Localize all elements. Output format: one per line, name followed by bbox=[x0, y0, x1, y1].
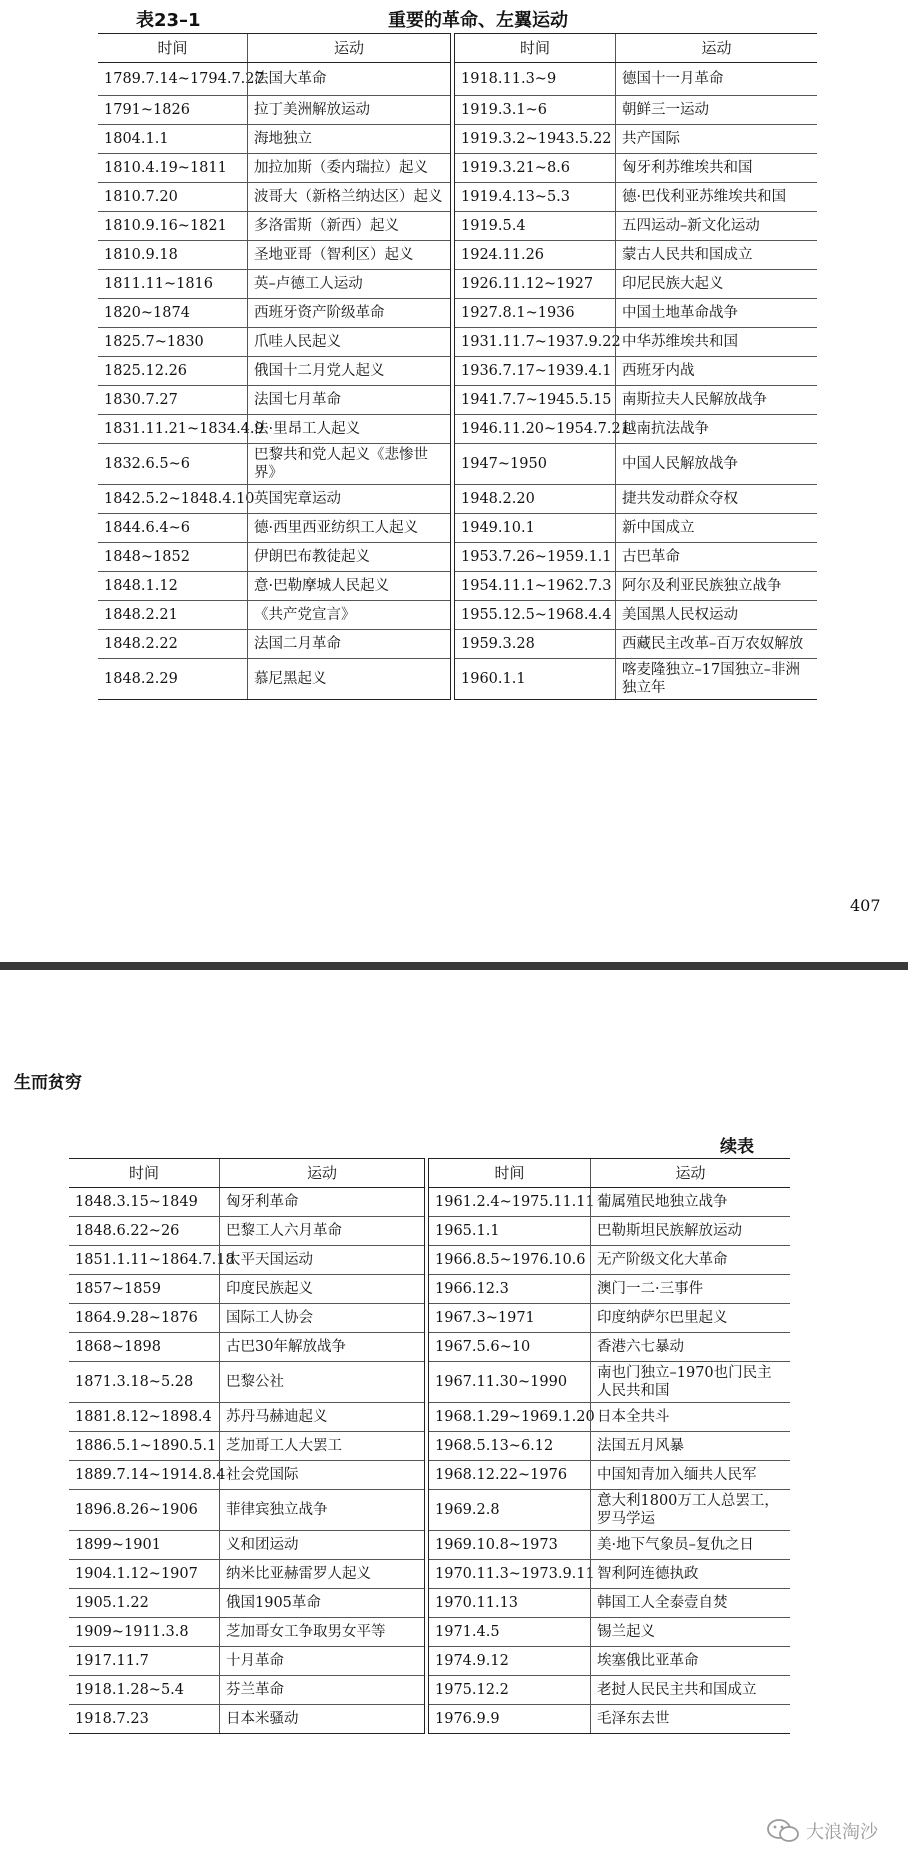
cell-movement: 德·西里西亚纺织工人起义 bbox=[247, 514, 450, 542]
cell-time: 1919.3.1~6 bbox=[461, 102, 547, 118]
cell-time: 1904.1.12~1907 bbox=[75, 1566, 198, 1582]
page-divider bbox=[0, 962, 908, 970]
cell-movement: 越南抗法战争 bbox=[615, 415, 817, 443]
table-row bbox=[429, 1304, 790, 1333]
running-head: 生而贫穷 bbox=[14, 1073, 82, 1093]
header-movement: 运动 bbox=[219, 1159, 424, 1187]
table-right-half bbox=[429, 1158, 790, 1734]
cell-time: 1924.11.26 bbox=[461, 247, 545, 263]
table-row bbox=[98, 212, 450, 241]
table-row bbox=[69, 1705, 424, 1733]
table-row bbox=[98, 183, 450, 212]
cell-time: 1844.6.4~6 bbox=[104, 520, 190, 536]
cell-time: 1848~1852 bbox=[104, 549, 190, 565]
cell-movement: 慕尼黑起义 bbox=[247, 659, 450, 699]
cell-movement: 埃塞俄比亚革命 bbox=[590, 1647, 790, 1675]
cell-time: 1976.9.9 bbox=[435, 1711, 500, 1727]
cell-time: 1946.11.20~1954.7.21 bbox=[461, 421, 630, 437]
table-row bbox=[98, 270, 450, 299]
table-row bbox=[69, 1403, 424, 1432]
cell-movement: 纳米比亚赫雷罗人起义 bbox=[219, 1560, 424, 1588]
table-row bbox=[429, 1647, 790, 1676]
cell-movement: 英国宪章运动 bbox=[247, 485, 450, 513]
table-row bbox=[429, 1333, 790, 1362]
cell-time: 1918.1.28~5.4 bbox=[75, 1682, 185, 1698]
cell-movement: 波哥大（新格兰纳达区）起义 bbox=[247, 183, 450, 211]
table-row bbox=[429, 1531, 790, 1560]
table-row bbox=[429, 1461, 790, 1490]
cell-movement: 美国黑人民权运动 bbox=[615, 601, 817, 629]
table-row bbox=[98, 444, 450, 485]
cell-time: 1825.7~1830 bbox=[104, 334, 204, 350]
cell-movement: 智利阿连德执政 bbox=[590, 1560, 790, 1588]
cell-time: 1975.12.2 bbox=[435, 1682, 509, 1698]
table-row bbox=[455, 96, 817, 125]
cell-movement: 捷共发动群众夺权 bbox=[615, 485, 817, 513]
cell-movement: 法国二月革命 bbox=[247, 630, 450, 658]
cell-time: 1974.9.12 bbox=[435, 1653, 509, 1669]
cell-movement: 澳门一二·三事件 bbox=[590, 1275, 790, 1303]
cell-movement: 国际工人协会 bbox=[219, 1304, 424, 1332]
cell-movement: 中华苏维埃共和国 bbox=[615, 328, 817, 356]
cell-time: 1919.3.21~8.6 bbox=[461, 160, 571, 176]
cell-time: 1968.5.13~6.12 bbox=[435, 1438, 554, 1454]
cell-time: 1969.10.8~1973 bbox=[435, 1537, 558, 1553]
cell-movement: 法·里昂工人起义 bbox=[247, 415, 450, 443]
table-row bbox=[98, 630, 450, 659]
table-row bbox=[429, 1490, 790, 1531]
cell-movement: 阿尔及利亚民族独立战争 bbox=[615, 572, 817, 600]
table-row bbox=[455, 601, 817, 630]
table-row bbox=[455, 299, 817, 328]
header-time: 时间 bbox=[128, 1164, 159, 1182]
table-row bbox=[69, 1490, 424, 1531]
cell-time: 1967.3~1971 bbox=[435, 1310, 535, 1326]
table-row bbox=[429, 1362, 790, 1403]
cell-time: 1941.7.7~1945.5.15 bbox=[461, 392, 612, 408]
cell-time: 1966.12.3 bbox=[435, 1281, 509, 1297]
cell-time: 1868~1898 bbox=[75, 1339, 161, 1355]
table-row bbox=[69, 1461, 424, 1490]
header-time: 时间 bbox=[519, 39, 550, 57]
table-row bbox=[455, 630, 817, 659]
cell-time: 1918.7.23 bbox=[75, 1711, 149, 1727]
table-row bbox=[98, 543, 450, 572]
table-row bbox=[69, 1647, 424, 1676]
table-label: 表23–1 bbox=[136, 10, 201, 31]
cell-time: 1959.3.28 bbox=[461, 636, 535, 652]
cell-time: 1968.1.29~1969.1.20 bbox=[435, 1409, 595, 1425]
table-row bbox=[455, 154, 817, 183]
table-row bbox=[455, 386, 817, 415]
cell-time: 1810.9.16~1821 bbox=[104, 218, 227, 234]
revolutions-table bbox=[98, 33, 817, 700]
cell-time: 1825.12.26 bbox=[104, 363, 188, 379]
table-left-half bbox=[98, 33, 450, 700]
cell-movement: 巴黎共和党人起义《悲惨世界》 bbox=[247, 444, 450, 484]
cell-time: 1970.11.3~1973.9.11 bbox=[435, 1566, 595, 1582]
cell-movement: 锡兰起义 bbox=[590, 1618, 790, 1646]
cell-movement: 海地独立 bbox=[247, 125, 450, 153]
cell-movement: 巴黎工人六月革命 bbox=[219, 1217, 424, 1245]
table-row bbox=[455, 659, 817, 699]
table-row bbox=[98, 659, 450, 699]
cell-movement: 西班牙内战 bbox=[615, 357, 817, 385]
cell-movement: 英–卢德工人运动 bbox=[247, 270, 450, 298]
cell-time: 1917.11.7 bbox=[75, 1653, 149, 1669]
cell-movement: 西藏民主改革–百万农奴解放 bbox=[615, 630, 817, 658]
table-row bbox=[98, 601, 450, 630]
table-row bbox=[429, 1589, 790, 1618]
table-row bbox=[98, 386, 450, 415]
cell-movement: 苏丹马赫迪起义 bbox=[219, 1403, 424, 1431]
cell-movement: 香港六七暴动 bbox=[590, 1333, 790, 1361]
cell-movement: 加拉加斯（委内瑞拉）起义 bbox=[247, 154, 450, 182]
table-row bbox=[98, 241, 450, 270]
cell-time: 1848.2.21 bbox=[104, 607, 178, 623]
table-row bbox=[69, 1432, 424, 1461]
cell-time: 1966.8.5~1976.10.6 bbox=[435, 1252, 586, 1268]
cell-movement: 太平天国运动 bbox=[219, 1246, 424, 1274]
cell-time: 1832.6.5~6 bbox=[104, 456, 190, 472]
cell-time: 1810.4.19~1811 bbox=[104, 160, 227, 176]
table-row bbox=[69, 1188, 424, 1217]
cell-movement: 伊朗巴布教徒起义 bbox=[247, 543, 450, 571]
cell-time: 1896.8.26~1906 bbox=[75, 1502, 198, 1518]
cell-time: 1864.9.28~1876 bbox=[75, 1310, 198, 1326]
cell-movement: 日本全共斗 bbox=[590, 1403, 790, 1431]
cell-time: 1848.2.29 bbox=[104, 671, 178, 687]
table-row bbox=[69, 1531, 424, 1560]
cell-time: 1919.5.4 bbox=[461, 218, 526, 234]
cell-time: 1811.11~1816 bbox=[104, 276, 214, 292]
table-row bbox=[429, 1618, 790, 1647]
table-row bbox=[429, 1705, 790, 1733]
cell-movement: 韩国工人全泰壹自焚 bbox=[590, 1589, 790, 1617]
cell-time: 1848.6.22~26 bbox=[75, 1223, 180, 1239]
header-row bbox=[98, 34, 450, 63]
cell-movement: 新中国成立 bbox=[615, 514, 817, 542]
cell-movement: 古巴30年解放战争 bbox=[219, 1333, 424, 1361]
table-row bbox=[98, 485, 450, 514]
header-time: 时间 bbox=[494, 1164, 525, 1182]
cell-time: 1905.1.22 bbox=[75, 1595, 149, 1611]
cell-movement: 中国人民解放战争 bbox=[615, 444, 817, 484]
cell-time: 1936.7.17~1939.4.1 bbox=[461, 363, 612, 379]
cell-time: 1842.5.2~1848.4.10 bbox=[104, 491, 255, 507]
cell-time: 1968.12.22~1976 bbox=[435, 1467, 568, 1483]
cell-time: 1848.1.12 bbox=[104, 578, 178, 594]
watermark-text: 大浪淘沙 bbox=[806, 1822, 878, 1843]
cell-movement: 中国知青加入缅共人民军 bbox=[590, 1461, 790, 1489]
table-row bbox=[98, 299, 450, 328]
table-row bbox=[98, 125, 450, 154]
cell-time: 1947~1950 bbox=[461, 456, 547, 472]
cell-time: 1948.2.20 bbox=[461, 491, 535, 507]
cell-movement: 美·地下气象员–复仇之日 bbox=[590, 1531, 790, 1559]
table-row bbox=[69, 1676, 424, 1705]
cell-movement: 芬兰革命 bbox=[219, 1676, 424, 1704]
cell-time: 1965.1.1 bbox=[435, 1223, 500, 1239]
cell-time: 1820~1874 bbox=[104, 305, 190, 321]
table-row bbox=[455, 212, 817, 241]
table-row bbox=[429, 1432, 790, 1461]
cell-movement: 共产国际 bbox=[615, 125, 817, 153]
cell-movement: 巴黎公社 bbox=[219, 1362, 424, 1402]
table-row bbox=[98, 96, 450, 125]
watermark bbox=[766, 1818, 878, 1844]
cell-time: 1927.8.1~1936 bbox=[461, 305, 575, 321]
cell-movement: 芝加哥工人大罢工 bbox=[219, 1432, 424, 1460]
cell-movement: 意大利1800万工人总罢工，罗马学运 bbox=[590, 1490, 790, 1530]
cell-movement: 法国大革命 bbox=[247, 63, 450, 95]
table-row bbox=[429, 1188, 790, 1217]
table-right-half bbox=[455, 33, 817, 700]
cell-movement: 匈牙利苏维埃共和国 bbox=[615, 154, 817, 182]
cell-time: 1918.11.3~9 bbox=[461, 71, 557, 87]
header-row bbox=[455, 34, 817, 63]
header-movement: 运动 bbox=[615, 34, 817, 62]
cell-time: 1881.8.12~1898.4 bbox=[75, 1409, 212, 1425]
table-row bbox=[455, 357, 817, 386]
cell-movement: 印尼民族大起义 bbox=[615, 270, 817, 298]
table-row bbox=[455, 444, 817, 485]
cell-time: 1909~1911.3.8 bbox=[75, 1624, 189, 1640]
header-movement: 运动 bbox=[590, 1159, 790, 1187]
cell-movement: 朝鲜三一运动 bbox=[615, 96, 817, 124]
cell-movement: 社会党国际 bbox=[219, 1461, 424, 1489]
cell-time: 1955.12.5~1968.4.4 bbox=[461, 607, 612, 623]
wechat-icon bbox=[766, 1818, 800, 1844]
cell-movement: 无产阶级文化大革命 bbox=[590, 1246, 790, 1274]
cell-time: 1848.2.22 bbox=[104, 636, 178, 652]
cell-movement: 意·巴勒摩城人民起义 bbox=[247, 572, 450, 600]
cell-time: 1889.7.14~1914.8.4 bbox=[75, 1467, 226, 1483]
cell-movement: 德·巴伐利亚苏维埃共和国 bbox=[615, 183, 817, 211]
table-row bbox=[429, 1246, 790, 1275]
cell-time: 1810.7.20 bbox=[104, 189, 178, 205]
table-row bbox=[69, 1246, 424, 1275]
cell-movement: 匈牙利革命 bbox=[219, 1188, 424, 1216]
table-row bbox=[69, 1304, 424, 1333]
table-row bbox=[455, 328, 817, 357]
cell-time: 1926.11.12~1927 bbox=[461, 276, 594, 292]
table-row bbox=[69, 1362, 424, 1403]
table-row bbox=[455, 543, 817, 572]
table-row bbox=[69, 1560, 424, 1589]
cell-time: 1969.2.8 bbox=[435, 1502, 500, 1518]
table-row bbox=[455, 572, 817, 601]
table-title: 重要的革命、左翼运动 bbox=[388, 10, 568, 31]
cell-movement: 日本米骚动 bbox=[219, 1705, 424, 1733]
cell-movement: 十月革命 bbox=[219, 1647, 424, 1675]
table-row bbox=[455, 125, 817, 154]
cell-movement: 法国七月革命 bbox=[247, 386, 450, 414]
header-row bbox=[69, 1159, 424, 1188]
table-row bbox=[98, 328, 450, 357]
table-row bbox=[98, 572, 450, 601]
cell-time: 1954.11.1~1962.7.3 bbox=[461, 578, 612, 594]
cell-time: 1919.3.2~1943.5.22 bbox=[461, 131, 612, 147]
cell-time: 1953.7.26~1959.1.1 bbox=[461, 549, 612, 565]
cell-movement: 五四运动–新文化运动 bbox=[615, 212, 817, 240]
table-row bbox=[455, 485, 817, 514]
table-row bbox=[429, 1676, 790, 1705]
cell-movement: 义和团运动 bbox=[219, 1531, 424, 1559]
table-row bbox=[69, 1589, 424, 1618]
cell-time: 1810.9.18 bbox=[104, 247, 178, 263]
cell-movement: 芝加哥女工争取男女平等 bbox=[219, 1618, 424, 1646]
table-row bbox=[455, 270, 817, 299]
table-row bbox=[429, 1275, 790, 1304]
cell-movement: 俄国十二月党人起义 bbox=[247, 357, 450, 385]
cell-time: 1971.4.5 bbox=[435, 1624, 500, 1640]
cell-movement: 德国十一月革命 bbox=[615, 63, 817, 95]
cell-time: 1871.3.18~5.28 bbox=[75, 1374, 194, 1390]
cell-movement: 中国土地革命战争 bbox=[615, 299, 817, 327]
cell-movement: 南斯拉夫人民解放战争 bbox=[615, 386, 817, 414]
cell-time: 1970.11.13 bbox=[435, 1595, 519, 1611]
cell-time: 1949.10.1 bbox=[461, 520, 535, 536]
table-row bbox=[455, 514, 817, 543]
cell-time: 1831.11.21~1834.4.9 bbox=[104, 421, 264, 437]
table-row bbox=[69, 1217, 424, 1246]
cell-time: 1857~1859 bbox=[75, 1281, 161, 1297]
cell-time: 1919.4.13~5.3 bbox=[461, 189, 571, 205]
table-row bbox=[98, 415, 450, 444]
table-row bbox=[429, 1560, 790, 1589]
cell-time: 1789.7.14~1794.7.27 bbox=[104, 71, 264, 87]
cell-movement: 老挝人民民主共和国成立 bbox=[590, 1676, 790, 1704]
cell-movement: 印度纳萨尔巴里起义 bbox=[590, 1304, 790, 1332]
cell-movement: 法国五月风暴 bbox=[590, 1432, 790, 1460]
cell-time: 1848.3.15~1849 bbox=[75, 1194, 198, 1210]
revolutions-table-continued bbox=[69, 1158, 790, 1734]
cell-movement: 毛泽东去世 bbox=[590, 1705, 790, 1733]
continued-label: 续表 bbox=[720, 1137, 754, 1157]
cell-movement: 葡属殖民地独立战争 bbox=[590, 1188, 790, 1216]
cell-movement: 蒙古人民共和国成立 bbox=[615, 241, 817, 269]
cell-time: 1931.11.7~1937.9.22 bbox=[461, 334, 621, 350]
cell-movement: 古巴革命 bbox=[615, 543, 817, 571]
cell-movement: 印度民族起义 bbox=[219, 1275, 424, 1303]
cell-movement: 俄国1905革命 bbox=[219, 1589, 424, 1617]
table-row bbox=[455, 63, 817, 96]
cell-time: 1899~1901 bbox=[75, 1537, 161, 1553]
cell-time: 1967.5.6~10 bbox=[435, 1339, 531, 1355]
cell-movement: 南也门独立–1970也门民主人民共和国 bbox=[590, 1362, 790, 1402]
cell-movement: 西班牙资产阶级革命 bbox=[247, 299, 450, 327]
table-row bbox=[98, 154, 450, 183]
cell-movement: 拉丁美洲解放运动 bbox=[247, 96, 450, 124]
table-left-half bbox=[69, 1158, 424, 1734]
table-row bbox=[429, 1217, 790, 1246]
table-row bbox=[98, 63, 450, 96]
cell-movement: 圣地亚哥（智利区）起义 bbox=[247, 241, 450, 269]
table-row bbox=[455, 415, 817, 444]
cell-movement: 多洛雷斯（新西）起义 bbox=[247, 212, 450, 240]
cell-movement: 巴勒斯坦民族解放运动 bbox=[590, 1217, 790, 1245]
table-row bbox=[69, 1333, 424, 1362]
table-row bbox=[455, 183, 817, 212]
cell-time: 1830.7.27 bbox=[104, 392, 178, 408]
cell-time: 1851.1.11~1864.7.18 bbox=[75, 1252, 235, 1268]
cell-time: 1967.11.30~1990 bbox=[435, 1374, 568, 1390]
cell-movement: 爪哇人民起义 bbox=[247, 328, 450, 356]
table-row bbox=[429, 1403, 790, 1432]
header-row bbox=[429, 1159, 790, 1188]
table-row bbox=[455, 241, 817, 270]
cell-time: 1961.2.4~1975.11.11 bbox=[435, 1194, 595, 1210]
page-number: 407 bbox=[850, 896, 881, 915]
header-time: 时间 bbox=[157, 39, 188, 57]
table-row bbox=[98, 357, 450, 386]
table-row bbox=[98, 514, 450, 543]
cell-movement: 《共产党宣言》 bbox=[247, 601, 450, 629]
cell-time: 1791~1826 bbox=[104, 102, 190, 118]
cell-movement: 喀麦隆独立–17国独立–非洲独立年 bbox=[615, 659, 817, 699]
cell-time: 1886.5.1~1890.5.1 bbox=[75, 1438, 217, 1454]
header-movement: 运动 bbox=[247, 34, 450, 62]
cell-time: 1804.1.1 bbox=[104, 131, 169, 147]
table-row bbox=[69, 1618, 424, 1647]
table-row bbox=[69, 1275, 424, 1304]
cell-time: 1960.1.1 bbox=[461, 671, 526, 687]
cell-movement: 菲律宾独立战争 bbox=[219, 1490, 424, 1530]
